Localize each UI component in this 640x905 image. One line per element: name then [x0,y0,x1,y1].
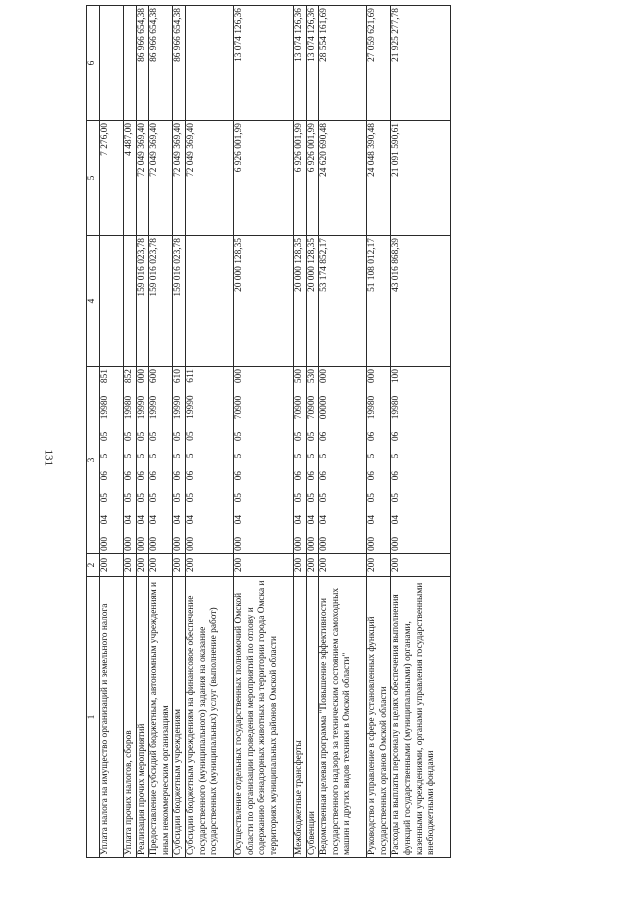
table-row [306,6,319,858]
code-cell [319,367,367,554]
code-part: 19980 [367,395,378,420]
code-part: 06 [367,431,378,442]
code-part: 06 [306,471,317,481]
value-cell: 72 049 369,40 [149,121,173,236]
code-part: 19980 [124,395,134,420]
code-cell [173,367,186,554]
value-cell: 200 [124,554,137,577]
code-part: 000 [124,536,134,551]
code-part: 05 [185,431,196,441]
row-name-cell: Предоставление субсидий бюджетным, автономным учреждениям и иным некоммерческим организациям [149,577,173,858]
code-part: 04 [306,514,317,525]
table-row [293,6,306,858]
value-cell: 20 000 128,35 [233,236,293,367]
code-part: 05 [391,493,402,503]
value-cell: 72 049 369,40 [136,121,149,236]
code-part: 5 [173,453,184,459]
code-part: 70900 [233,395,244,420]
code-part: 5 [319,453,330,459]
value-cell: 200 [391,554,451,577]
value-cell [124,6,137,121]
code-part: 5 [233,453,244,459]
code-part: 5 [149,453,160,459]
value-cell: 51 108 012,17 [367,236,391,367]
code-part: 04 [233,514,244,525]
code-part: 000 [319,369,330,384]
classification-codes [234,367,246,553]
row-name-cell: Субвенции [306,577,319,858]
code-part: 04 [100,514,110,525]
code-part: 5 [367,453,378,459]
code-cell [293,367,306,554]
code-part: 70900 [306,395,317,420]
table-row [173,6,186,858]
value-cell: 200 [100,554,124,577]
classification-codes [149,367,161,553]
row-name-cell: Субсидии бюджетным учреждениям на финансовое обеспечение государственного (муниципального) задания на оказание государственных (муниципальных) услуг (выполнение работ) [185,577,233,858]
code-part: 06 [149,471,160,481]
classification-codes [307,367,319,553]
value-cell [100,6,124,121]
code-part: 000 [136,536,147,551]
code-part: 05 [149,493,160,503]
classification-codes [367,367,379,553]
code-part: 06 [319,471,330,481]
value-cell: 53 174 852,17 [319,236,367,367]
table-row [367,6,391,858]
code-part: 04 [124,514,134,525]
value-cell: 6 926 001,99 [233,121,293,236]
code-part: 05 [306,431,317,442]
code-part: 05 [293,493,304,503]
code-part: 5 [124,453,134,459]
classification-codes [124,367,136,553]
value-cell: 24 620 690,48 [319,121,367,236]
code-part: 06 [367,471,378,481]
header-cell: 1 [87,577,100,858]
value-cell: 200 [319,554,367,577]
value-cell: 13 074 126,36 [233,6,293,121]
header-cell: 4 [87,236,100,367]
code-part: 5 [306,453,317,459]
rotated-table-container [86,8,606,858]
budget-table-sheet [86,8,606,858]
value-cell: 159 016 023,78 [173,236,186,367]
code-part: 05 [306,493,317,503]
code-part: 000 [319,536,330,551]
code-part: 000 [100,536,110,551]
code-part: 05 [185,492,196,503]
code-part: 000 [185,536,196,551]
row-name-cell: Осуществление отдельных государственных полномочий Омской области по организации проведения мероприятий по отлову и содержанию безнадзорных животных на территории города Омска и территориях муниципальных районов Омской области [233,577,293,858]
value-cell: 21 091 590,61 [391,121,451,236]
value-cell [124,236,137,367]
code-cell [136,367,149,554]
code-part: 05 [233,493,244,503]
table-row [185,6,233,858]
code-part: 05 [124,493,134,503]
code-part: 100 [391,369,402,384]
row-name-cell: Межбюджетные трансферты [293,577,306,858]
code-part: 000 [149,536,160,551]
value-cell: 200 [136,554,149,577]
code-part: 06 [391,431,402,442]
code-part: 05 [173,493,184,503]
value-cell: 86 966 654,38 [173,6,186,121]
code-part: 000 [293,536,304,551]
value-cell [100,236,124,367]
value-cell: 200 [185,554,233,577]
value-cell: 13 074 126,36 [293,6,306,121]
value-cell: 27 059 621,69 [367,6,391,121]
code-part: 04 [149,514,160,525]
value-cell: 28 554 161,69 [319,6,367,121]
code-part: 05 [136,431,147,442]
code-cell [367,367,391,554]
code-part: 05 [367,493,378,503]
value-cell [185,6,233,121]
classification-codes [100,367,112,553]
row-name-cell: Руководство и управление в сфере установленных функций государственных органов Омской области [367,577,391,858]
code-part: 06 [319,431,330,442]
classification-codes [173,367,185,553]
code-part: 19990 [136,395,147,420]
value-cell: 200 [149,554,173,577]
row-name-cell: Расходы на выплаты персоналу в целях обеспечения выполнения функций государственными (муниципальными) органами, казенными учреждениями, органами управления государственными внебюджетными фондами [391,577,451,858]
code-part: 05 [100,431,110,442]
table-row [391,6,451,858]
code-part: 06 [391,471,402,481]
value-cell: 159 016 023,78 [136,236,149,367]
budget-table [86,5,451,858]
code-part: 000 [136,369,147,384]
row-name-cell: Реализация прочих мероприятий [136,577,149,858]
header-cell: 6 [87,6,100,121]
code-cell [100,367,124,554]
code-part: 06 [185,470,196,481]
code-part: 05 [233,431,244,442]
code-part: 610 [173,369,184,384]
value-cell: 72 049 369,40 [173,121,186,236]
value-cell: 200 [233,554,293,577]
code-part: 5 [100,453,110,459]
code-part: 05 [293,431,304,442]
row-name-cell: Субсидии бюджетным учреждениям [173,577,186,858]
value-cell: 200 [173,554,186,577]
value-cell: 200 [306,554,319,577]
classification-codes [294,367,306,553]
code-part: 19990 [149,395,160,420]
code-part: 06 [233,471,244,481]
code-cell [233,367,293,554]
code-part: 000 [306,536,317,551]
code-part: 611 [185,369,196,383]
code-part: 00000 [319,395,330,420]
table-row [124,6,137,858]
value-cell: 20 000 128,35 [306,236,319,367]
code-part: 05 [149,431,160,442]
code-cell [306,367,319,554]
code-part: 04 [293,514,304,525]
code-part: 5 [293,453,304,459]
table-row [149,6,173,858]
code-part: 04 [185,514,196,525]
header-cell: 3 [87,367,100,554]
row-name-cell: Уплата прочих налогов, сборов [124,577,137,858]
code-part: 04 [391,514,402,525]
code-part: 06 [173,471,184,481]
code-part: 530 [306,369,317,384]
value-cell: 72 049 369,40 [185,121,233,236]
classification-codes [186,367,198,553]
code-cell [149,367,173,554]
value-cell: 21 925 277,78 [391,6,451,121]
classification-codes [391,367,403,553]
code-part: 852 [124,369,134,384]
code-part: 04 [136,514,147,525]
value-cell: 6 926 001,99 [306,121,319,236]
code-part: 19980 [391,395,402,420]
value-cell: 20 000 128,35 [293,236,306,367]
code-part: 000 [367,536,378,551]
code-part: 000 [367,369,378,384]
code-part: 06 [136,471,147,481]
code-cell [391,367,451,554]
row-name-cell: Уплата налога на имущество организаций и земельного налога [100,577,124,858]
classification-codes [319,367,331,553]
code-part: 500 [293,369,304,384]
code-part: 5 [391,453,402,459]
value-cell: 7 276,00 [100,121,124,236]
value-cell [185,236,233,367]
value-cell: 200 [367,554,391,577]
code-part: 5 [185,453,196,459]
table-row [319,6,367,858]
classification-codes [137,367,149,553]
code-part: 5 [136,453,147,459]
code-part: 05 [173,431,184,442]
code-part: 06 [100,471,110,481]
code-cell [124,367,137,554]
code-part: 70900 [293,395,304,420]
code-part: 06 [293,471,304,481]
code-part: 000 [233,536,244,551]
code-part: 05 [136,493,147,503]
code-part: 19980 [100,395,110,420]
header-row [87,6,100,858]
value-cell: 24 048 390,48 [367,121,391,236]
code-part: 05 [319,493,330,503]
code-part: 600 [149,369,160,384]
value-cell: 13 074 126,36 [306,6,319,121]
value-cell: 159 016 023,78 [149,236,173,367]
code-part: 04 [319,514,330,525]
code-part: 06 [124,471,134,481]
row-name-cell: Ведомственная целевая программа "Повышение эффективности государственного надзора за техническим состоянием самоходных машин и других видов техники в Омской области" [319,577,367,858]
code-part: 04 [173,514,184,525]
code-cell [185,367,233,554]
value-cell: 43 016 868,39 [391,236,451,367]
value-cell: 86 966 654,38 [149,6,173,121]
table-row [233,6,293,858]
table-row [136,6,149,858]
table-body [100,6,451,858]
table-row [100,6,124,858]
header-cell: 2 [87,554,100,577]
code-part: 000 [233,369,244,384]
value-cell: 4 487,00 [124,121,137,236]
code-part: 04 [367,514,378,525]
code-part: 851 [100,369,110,384]
value-cell: 86 966 654,38 [136,6,149,121]
code-part: 000 [391,536,402,551]
page-number: 131 [42,449,55,466]
code-part: 05 [124,431,134,442]
code-part: 05 [100,493,110,503]
code-part: 19990 [173,395,184,420]
value-cell: 200 [293,554,306,577]
header-cell: 5 [87,121,100,236]
code-part: 19990 [185,395,196,419]
value-cell: 6 926 001,99 [293,121,306,236]
code-part: 000 [173,536,184,551]
